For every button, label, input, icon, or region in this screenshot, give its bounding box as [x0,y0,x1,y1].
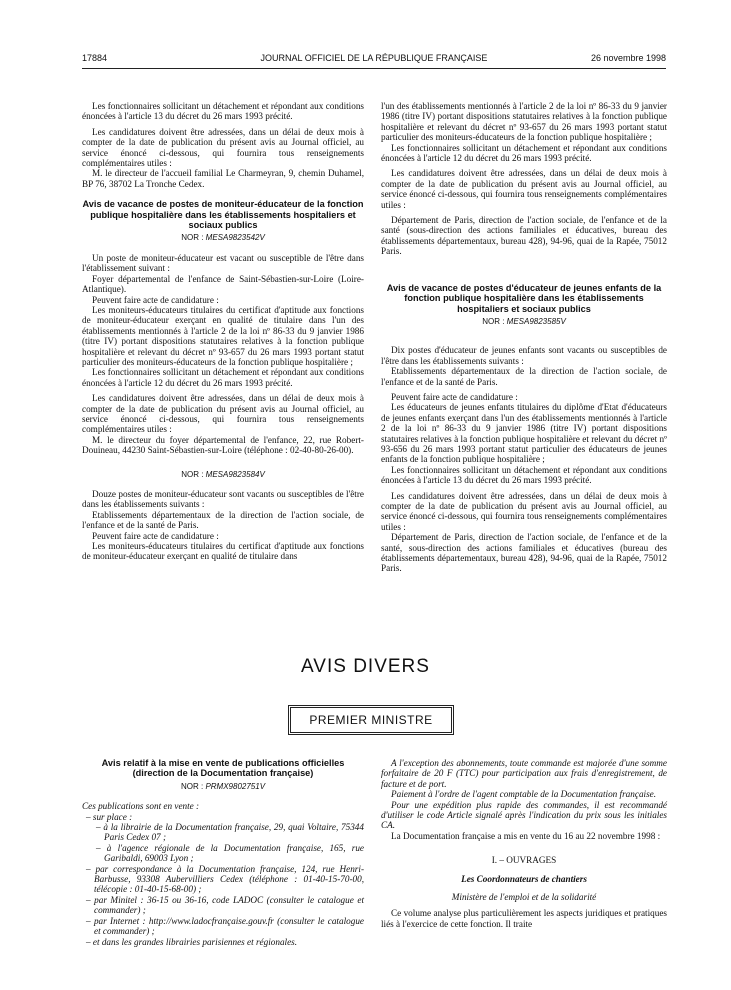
paragraph: La Documentation française a mis en vente du 16 au 22 novembre 1998 : [391,830,661,841]
page-number: 17884 [82,53,108,63]
paragraph: Les fonctionnaires sollicitant un détachement et répondant aux conditions énoncées à l'article 12 du décret du 26 mars 1993 précité. [381,142,667,164]
paragraph: Peuvent faire acte de candidature : [92,294,219,305]
ministry-name: Ministère de l'emploi et de la solidarité [451,892,597,903]
paragraph: Les candidatures doivent être adressées, dans un délai de deux mois à compter de la date de publication du présent avis au Journal officiel, au service énoncé ci-dessous, qui fournira tous renseignements complémentaires utiles : [82,393,364,435]
nor-reference: NOR : PRMX9802751V [180,781,266,791]
paragraph: Etablissements départementaux de la direction de l'action sociale, de l'enfance et de la santé de Paris. [381,366,667,387]
header-rule [82,68,666,69]
bottom-right-column [381,758,667,929]
paragraph: Les fonctionnaires sollicitant un détachement et répondant aux conditions énoncées à l'article 13 du décret du 26 mars 1993 précité. [381,464,667,486]
notice-heading: Avis de vacance de postes de moniteur-éducateur de la fonction publique hospitalière dans les établissements hospitaliers et sociaux publics [82,199,364,231]
notice-heading: Avis de vacance de postes d'éducateur de jeunes enfants de la fonction publique hospitalière dans les établissements hospitaliers et sociaux publics [386,282,662,314]
paragraph: Département de Paris, direction de l'action sociale, de l'enfance et de la santé (sous-direction des actions familiales et éducatives, bureau des établissements départementaux, bureau 428), 94-96, quai de la Rapée, 75012 Paris. [381,215,667,257]
right-column [381,101,667,574]
paragraph: l'un des établissements mentionnés à l'article 2 de la loi nº 86-33 du 9 janvier 1986 (titre IV) portant dispositions statutaires relatives à la fonction publique hospitalière et relevant du décret nº 93-657 du 26 mars 1993 portant statut particulier des moniteurs-éducateurs de la fonction publique hospitalière ; [381,101,667,143]
list-item: – par correspondance à la Documentation française, 124, rue Henri-Barbusse, 93308 Aubervilliers Cedex (téléphone : 01-40-15-70-00, télécopie : 01-40-15-68-00) ; [86,863,364,895]
paragraph: Paiement à l'ordre de l'agent comptable de la Documentation française. [391,789,657,800]
list-item: – à l'agence régionale de la Documentation française, 165, rue Garibaldi, 69003 Lyon ; [96,842,364,864]
paragraph: Département de Paris, direction de l'action sociale, de l'enfance et de la santé, sous-direction des actions familiales et éducatives (bureau des établissements départementaux, bureau 428), 94-96, quai de la Rapée, 75012 Paris. [381,532,667,574]
list-item: – à la librairie de la Documentation française, 29, quai Voltaire, 75344 Paris Cedex 07 ; [96,822,364,843]
paragraph: Etablissements départementaux de la direction de l'action sociale, de l'enfance et de la santé de Paris. [82,509,364,531]
section-title: AVIS DIVERS [301,656,430,677]
paragraph: Les moniteurs-éducateurs titulaires du certificat d'aptitude aux fonctions de moniteur-éducateur exerçant en qualité de titulaire dans l'un des établissements mentionnés à l'article 2 de la loi nº 86-33 du 9 janvier 1986 (titre IV) portant dispositions statutaires relatives à la fonction publique hospitalière et relevant du décret nº 93-657 du 26 mars 1993 portant statut particulier des moniteurs-éducateurs de la fonction publique hospitalière ; [82,304,364,367]
list-intro: Ces publications sont en vente : [82,801,200,812]
list-item: – par Internet : http://www.ladocfrançaise.gouv.fr (consulter le catalogue et commander) ; [86,915,364,937]
paragraph: Peuvent faire acte de candidature : [92,530,219,541]
journal-title: JOURNAL OFFICIEL DE LA RÉPUBLIQUE FRANÇAISE [260,53,488,63]
left-column [82,101,364,562]
paragraph: Peuvent faire acte de candidature : [391,391,518,402]
paragraph: M. le directeur de l'accueil familial Le Charmeyran, 9, chemin Duhamel, BP 76, 38702 La Tronche Cedex. [82,168,364,189]
paragraph: Les moniteurs-éducateurs titulaires du certificat d'aptitude aux fonctions de moniteur-éducateur exerçant en qualité de titulaire dans [82,541,364,562]
paragraph: Ce volume analyse plus particulièrement les aspects juridiques et pratiques liés à l'exercice de cette fonction. Il traite [381,908,667,929]
publication-title: Les Coordonnateurs de chantiers [461,873,587,884]
paragraph: Les fonctionnaires sollicitant un détachement et répondant aux conditions énoncées à l'article 12 du décret du 26 mars 1993 précité. [82,367,364,388]
paragraph: Foyer départemental de l'enfance de Saint-Sébastien-sur-Loire (Loire-Atlantique). [82,273,364,295]
list-item: – par Minitel : 36-15 ou 36-16, code LADOC (consulter le catalogue et commander) ; [86,894,364,916]
list-item: – sur place : [86,811,133,822]
bottom-left-column [82,758,364,947]
subsection-heading: I. – OUVRAGES [491,855,557,866]
nor-reference: NOR : MESA9823584V [181,469,265,479]
paragraph: Dix postes d'éducateur de jeunes enfants sont vacants ou susceptibles de l'être dans les établissements suivants : [381,345,667,366]
notice-heading: Avis relatif à la mise en vente de publications officielles (direction de la Documentation française) [101,758,345,779]
paragraph: Pour une expédition plus rapide des commandes, il est recommandé d'utiliser le code Article signalé après l'indication du prix sous les initiales CA. [381,799,667,831]
paragraph: M. le directeur du foyer départemental de l'enfance, 22, rue Robert-Douineau, 44230 Saint-Sébastien-sur-Loire (téléphone : 02-40-80-26-00). [82,434,364,456]
paragraph: Un poste de moniteur-éducateur est vacant ou susceptible de l'être dans l'établissement suivant : [82,252,364,274]
issue-date: 26 novembre 1998 [590,53,666,63]
nor-reference: NOR : MESA9823585V [482,316,566,326]
ministry-box: PREMIER MINISTRE [290,707,452,733]
paragraph: Les candidatures doivent être adressées, dans un délai de deux mois à compter de la date de publication du présent avis au Journal officiel, au service énoncé ci-dessous, qui fournira tous renseignements complémentaires utiles : [381,168,667,210]
paragraph: Douze postes de moniteur-éducateur sont vacants ou susceptibles de l'être dans les établissements suivants : [82,489,364,510]
list-item: – et dans les grandes librairies parisiennes et régionales. [86,936,298,947]
paragraph: Les fonctionnaires sollicitant un détachement et répondant aux conditions énoncées à l'article 13 du décret du 26 mars 1993 précité. [82,101,364,122]
nor-reference: NOR : MESA9823542V [181,233,265,243]
page-header [82,53,666,67]
paragraph: Les candidatures doivent être adressées, dans un délai de deux mois à compter de la date de publication du présent avis au Journal officiel, au service énoncé ci-dessous, qui fournira tous renseignements complémentaires utiles : [82,126,364,169]
sales-points-list [82,801,364,947]
paragraph: A l'exception des abonnements, toute commande est majorée d'une somme forfaitaire de 20 F (TTC) pour participation aux frais d'enregistrement, de facture et de port. [381,758,667,789]
paragraph: Les candidatures doivent être adressées, dans un délai de deux mois à compter de la date de publication du présent avis au Journal officiel, au service énoncé ci-dessous, qui fournira tous renseignements complémentaires utiles : [381,490,667,532]
paragraph: Les éducateurs de jeunes enfants titulaires du diplôme d'Etat d'éducateurs de jeunes enfants exerçant dans l'un des établissements mentionnés à l'article 2 de la loi nº 86-33 du 9 janvier 1986 (titre IV) portant dispositions statutaires relatives à la fonction publique hospitalière et relevant du décret nº 93-656 du 26 mars 1993 portant statut particulier des éducateurs de jeunes enfants de la fonction publique hospitalière ; [381,402,667,465]
